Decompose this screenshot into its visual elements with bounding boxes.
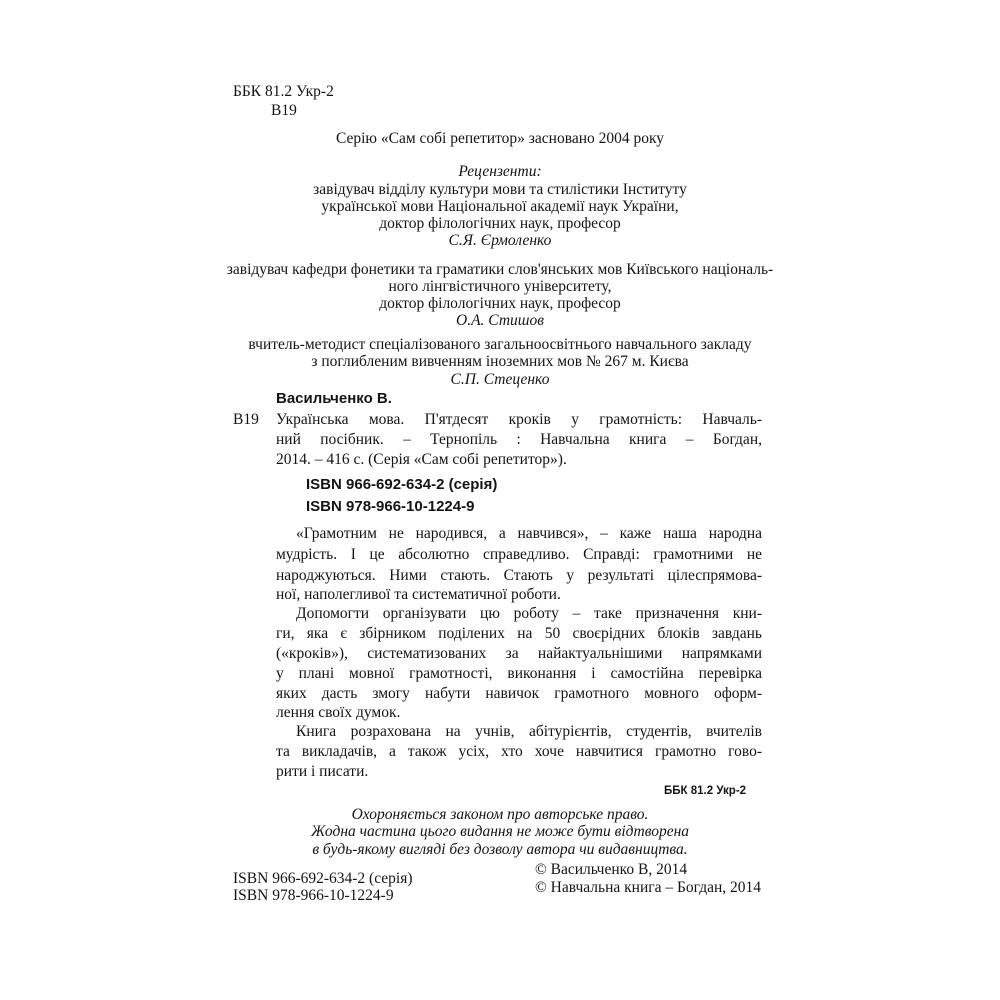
annotation-line: лення своїх думок.: [276, 704, 401, 721]
bib-line: ний посібник. – Тернопіль : Навчальна книга – Богдан,: [276, 431, 762, 448]
bib-isbn: ISBN 966-692-634-2 (серія): [306, 476, 498, 493]
bib-line: 2014. – 416 с. (Серія «Сам собі репетитор»).: [276, 451, 567, 468]
reviewer-3-name: С.П. Стеценко: [450, 371, 550, 388]
annotation-line: народжуються. Ними стають. Стають у результаті цілеспрямова-: [276, 567, 762, 584]
reviewer-1-name: С.Я. Єрмоленко: [448, 232, 552, 249]
footer-copyright: © Навчальна книга – Богдан, 2014: [535, 879, 762, 896]
reviewer-3-line: вчитель-методист спеціалізованого загальноосвітнього навчального закладу: [248, 336, 752, 353]
annotation-line: мудрість. І це абсолютно справедливо. Справді: грамотними не: [276, 546, 762, 563]
copyright-notice: в будь-якому вигляді без дозволу автора чи видавництва.: [312, 841, 688, 858]
bib-line: Українська мова. П'ятдесят кроків у грамотність: Навчаль-: [276, 411, 762, 428]
annotation-line: Книга розрахована на учнів, абітурієнтів, студентів, вчителів: [296, 723, 762, 740]
bib-isbn: ISBN 978-966-10-1224-9: [306, 498, 475, 515]
bib-code: В19: [233, 411, 259, 428]
reviewer-1-line: доктор філологічних наук, професор: [379, 215, 621, 232]
footer-isbn: ISBN 966-692-634-2 (серія): [233, 870, 413, 887]
reviewer-1-line: завідувач відділу культури мови та стилістики Інституту: [313, 181, 687, 198]
annotation-line: («кроків»), систематизованих за найактуальнішими напрямками: [276, 645, 762, 662]
copyright-notice: Охороняється законом про авторське право.: [351, 806, 649, 823]
series-note: Серію «Сам собі репетитор» засновано 2004 року: [335, 130, 665, 147]
annotation-line: у плані мовної грамотності, виконання і самостійна перевірка: [276, 665, 762, 682]
annotation-line: яких дасть змогу набути навичок грамотного мовного оформ-: [276, 685, 762, 702]
copyright-notice: Жодна частина цього видання не може бути відтворена: [310, 823, 690, 840]
annotation-line: «Грамотним не народився, а навчився», – каже наша народна: [296, 525, 762, 542]
annotation-line: рити і писати.: [276, 763, 369, 780]
annotation-bbk: ББК 81.2 Укр-2: [664, 785, 747, 797]
author-code: В19: [271, 102, 297, 119]
reviewers-heading: Рецензенти:: [458, 163, 542, 180]
annotation-line: та викладачів, а також усіх, хто хоче навчитися грамотно гово-: [276, 743, 762, 760]
reviewer-2-line: ного лінгвістичного університету,: [388, 278, 612, 295]
reviewer-3-line: з поглибленим вивченням іноземних мов № 267 м. Києва: [311, 353, 689, 370]
annotation-line: ги, яка є збірником поділених на 50 своєрідних блоків завдань: [276, 625, 762, 642]
bib-author: Васильченко В.: [276, 390, 392, 407]
bbk-index: ББК 81.2 Укр-2: [233, 83, 334, 100]
reviewer-2-line: завідувач кафедри фонетики та граматики слов'янських мов Київського національ-: [226, 261, 774, 278]
reviewer-1-line: української мови Національної академії наук України,: [321, 198, 679, 215]
annotation-line: ної, наполегливої та систематичної роботи.: [276, 586, 561, 603]
annotation-line: Допомогти організувати цю роботу – таке призначення кни-: [296, 605, 762, 622]
footer-copyright: © Васильченко В, 2014: [535, 861, 688, 878]
reviewer-2-line: доктор філологічних наук, професор: [379, 295, 621, 312]
footer-isbn: ISBN 978-966-10-1224-9: [233, 887, 394, 904]
reviewer-2-name: О.А. Стишов: [456, 312, 544, 329]
